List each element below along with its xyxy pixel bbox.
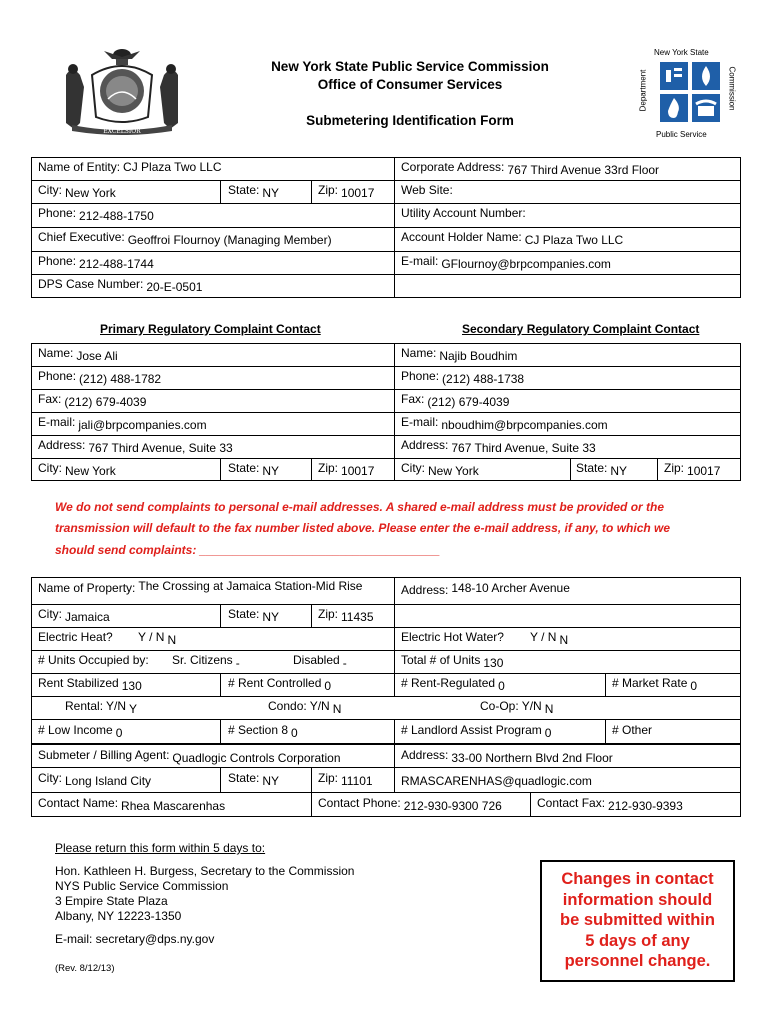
contact-change-callout (540, 860, 735, 982)
state-seal-icon (52, 45, 192, 137)
section-8-field[interactable]: # Section 8 0 (228, 723, 298, 740)
secondary-city-field[interactable]: City: New York (401, 461, 479, 478)
disabled-field[interactable]: Disabled - (293, 653, 347, 670)
total-units-field[interactable]: Total # of Units 130 (401, 653, 504, 670)
entity-email-field[interactable]: E-mail: GFlournoy@brpcompanies.com (401, 254, 611, 271)
coop-field[interactable]: Co-Op: Y/N N (480, 699, 554, 716)
utility-account-field[interactable]: Utility Account Number: (401, 206, 526, 220)
primary-fax-field[interactable]: Fax: (212) 679-4039 (38, 392, 147, 409)
corporate-address-field[interactable]: Corporate Address: 767 Third Avenue 33rd Floor (401, 160, 660, 177)
callout-line5: personnel change. (564, 952, 711, 970)
logo-bottom-text: Public Service (656, 130, 707, 139)
agent-zip-field[interactable]: Zip: 11101 (318, 771, 373, 788)
flame-icon (660, 94, 688, 122)
rent-regulated-field[interactable]: # Rent-Regulated 0 (401, 676, 505, 693)
notice-line2: transmission will default to the fax number listed above. Please enter the e-mail address, if any, to which we (55, 521, 671, 535)
return-line4: Albany, NY 12223-1350 (55, 909, 182, 923)
agent-city-field[interactable]: City: Long Island City (38, 771, 152, 788)
notice-line1: We do not send complaints to personal e-mail addresses. A shared e-mail address must be provided or the (55, 500, 665, 514)
secondary-fax-field[interactable]: Fax: (212) 679-4039 (401, 392, 510, 409)
callout-line3: be submitted within (560, 911, 715, 929)
market-rate-field[interactable]: # Market Rate 0 (612, 676, 698, 693)
electric-heat-choice[interactable]: Y / N N (138, 630, 177, 647)
secondary-name-field[interactable]: Name: Najib Boudhim (401, 346, 518, 363)
logo-tile-power-icon (660, 62, 688, 90)
electric-hot-water-label: Electric Hot Water? (401, 630, 504, 644)
state-seal (52, 45, 192, 137)
primary-phone-field[interactable]: Phone: (212) 488-1782 (38, 369, 162, 386)
secondary-address-field[interactable]: Address: 767 Third Avenue, Suite 33 (401, 438, 596, 455)
primary-city-field[interactable]: City: New York (38, 461, 116, 478)
rental-field[interactable]: Rental: Y/N Y (65, 699, 138, 716)
return-line3: 3 Empire State Plaza (55, 894, 168, 908)
property-state-field[interactable]: State: NY (228, 607, 280, 624)
secondary-contact-heading: Secondary Regulatory Complaint Contact (462, 322, 700, 336)
return-email[interactable]: E-mail: secretary@dps.ny.gov (55, 932, 215, 946)
notice-line3[interactable]: should send complaints: ____________________________________ (55, 543, 440, 557)
callout-line4: 5 days of any (585, 931, 690, 950)
dps-case-field[interactable]: DPS Case Number: 20-E-0501 (38, 277, 203, 294)
other-field[interactable]: # Other (612, 723, 653, 737)
senior-citizens-field[interactable]: Sr. Citizens - (172, 653, 240, 670)
property-address-field[interactable]: Address: 148-10 Archer Avenue (401, 581, 570, 597)
header-line1: New York State Public Service Commission (271, 59, 549, 74)
callout-line1: Changes in contact (561, 870, 714, 888)
power-outlet-icon (660, 62, 688, 90)
account-holder-field[interactable]: Account Holder Name: CJ Plaza Two LLC (401, 230, 624, 247)
entity-city-field[interactable]: City: New York (38, 183, 116, 200)
primary-zip-field[interactable]: Zip: 10017 (318, 461, 375, 478)
water-drop-icon (692, 62, 720, 90)
form-title: Submetering Identification Form (306, 113, 514, 128)
agent-state-field[interactable]: State: NY (228, 771, 280, 788)
agent-email-field[interactable]: RMASCARENHAS@quadlogic.com (401, 774, 592, 788)
secondary-state-field[interactable]: State: NY (576, 461, 628, 478)
logo-tile-gas-icon (660, 94, 688, 122)
entity-state-field[interactable]: State: NY (228, 183, 280, 200)
logo-right-text: Commission (727, 66, 737, 111)
logo-top-text: New York State (654, 48, 709, 57)
property-zip-field[interactable]: Zip: 11435 (318, 607, 374, 624)
rent-controlled-field[interactable]: # Rent Controlled 0 (228, 676, 332, 693)
landlord-assist-field[interactable]: # Landlord Assist Program 0 (401, 723, 552, 740)
telephone-icon (692, 94, 720, 122)
secondary-phone-field[interactable]: Phone: (212) 488-1738 (401, 369, 525, 386)
electric-hot-water-choice[interactable]: Y / N N (530, 630, 569, 647)
logo-tile-water-icon (692, 62, 720, 90)
rent-stabilized-field[interactable]: Rent Stabilized 130 (38, 676, 142, 693)
chief-phone-field[interactable]: Phone: 212-488-1744 (38, 254, 154, 271)
primary-state-field[interactable]: State: NY (228, 461, 280, 478)
units-occupied-label: # Units Occupied by: (38, 653, 149, 667)
return-line1: Hon. Kathleen H. Burgess, Secretary to the Commission (55, 864, 355, 878)
agent-address-field[interactable]: Address: 33-00 Northern Blvd 2nd Floor (401, 748, 613, 765)
secondary-email-field[interactable]: E-mail: nboudhim@brpcompanies.com (401, 415, 608, 432)
entity-name-field[interactable]: Name of Entity: CJ Plaza Two LLC (38, 160, 222, 174)
logo-tile-phone-icon (692, 94, 720, 122)
agent-contact-fax-field[interactable]: Contact Fax: 212-930-9393 (537, 796, 683, 813)
callout-line2: information should (562, 890, 713, 909)
primary-email-field[interactable]: E-mail: jali@brpcompanies.com (38, 415, 207, 432)
agent-contact-phone-field[interactable]: Contact Phone: 212-930-9300 726 (318, 796, 502, 813)
revision-note: (Rev. 8/12/13) (55, 963, 115, 974)
entity-phone-field[interactable]: Phone: 212-488-1750 (38, 206, 154, 223)
condo-field[interactable]: Condo: Y/N N (268, 699, 342, 716)
svg-text:EXCELSIOR: EXCELSIOR (103, 128, 141, 135)
property-name-field[interactable]: Name of Property: The Crossing at Jamaica Station-Mid Rise (38, 579, 363, 595)
return-line2: NYS Public Service Commission (55, 879, 229, 893)
psc-logo (640, 48, 758, 140)
primary-name-field[interactable]: Name: Jose Ali (38, 346, 118, 363)
agent-contact-name-field[interactable]: Contact Name: Rhea Mascarenhas (38, 796, 226, 813)
low-income-field[interactable]: # Low Income 0 (38, 723, 123, 740)
billing-agent-field[interactable]: Submeter / Billing Agent: Quadlogic Controls Corporation (38, 748, 341, 765)
return-heading: Please return this form within 5 days to: (55, 841, 266, 855)
logo-left-text: Department (638, 69, 648, 112)
chief-executive-field[interactable]: Chief Executive: Geoffroi Flournoy (Managing Member) (38, 230, 332, 247)
header-line2: Office of Consumer Services (317, 77, 503, 92)
primary-address-field[interactable]: Address: 767 Third Avenue, Suite 33 (38, 438, 233, 455)
entity-zip-field[interactable]: Zip: 10017 (318, 183, 375, 200)
secondary-zip-field[interactable]: Zip: 10017 (664, 461, 721, 478)
website-field[interactable]: Web Site: (401, 183, 453, 197)
property-city-field[interactable]: City: Jamaica (38, 607, 110, 624)
electric-heat-label: Electric Heat? (38, 630, 113, 644)
primary-contact-heading: Primary Regulatory Complaint Contact (100, 322, 321, 336)
